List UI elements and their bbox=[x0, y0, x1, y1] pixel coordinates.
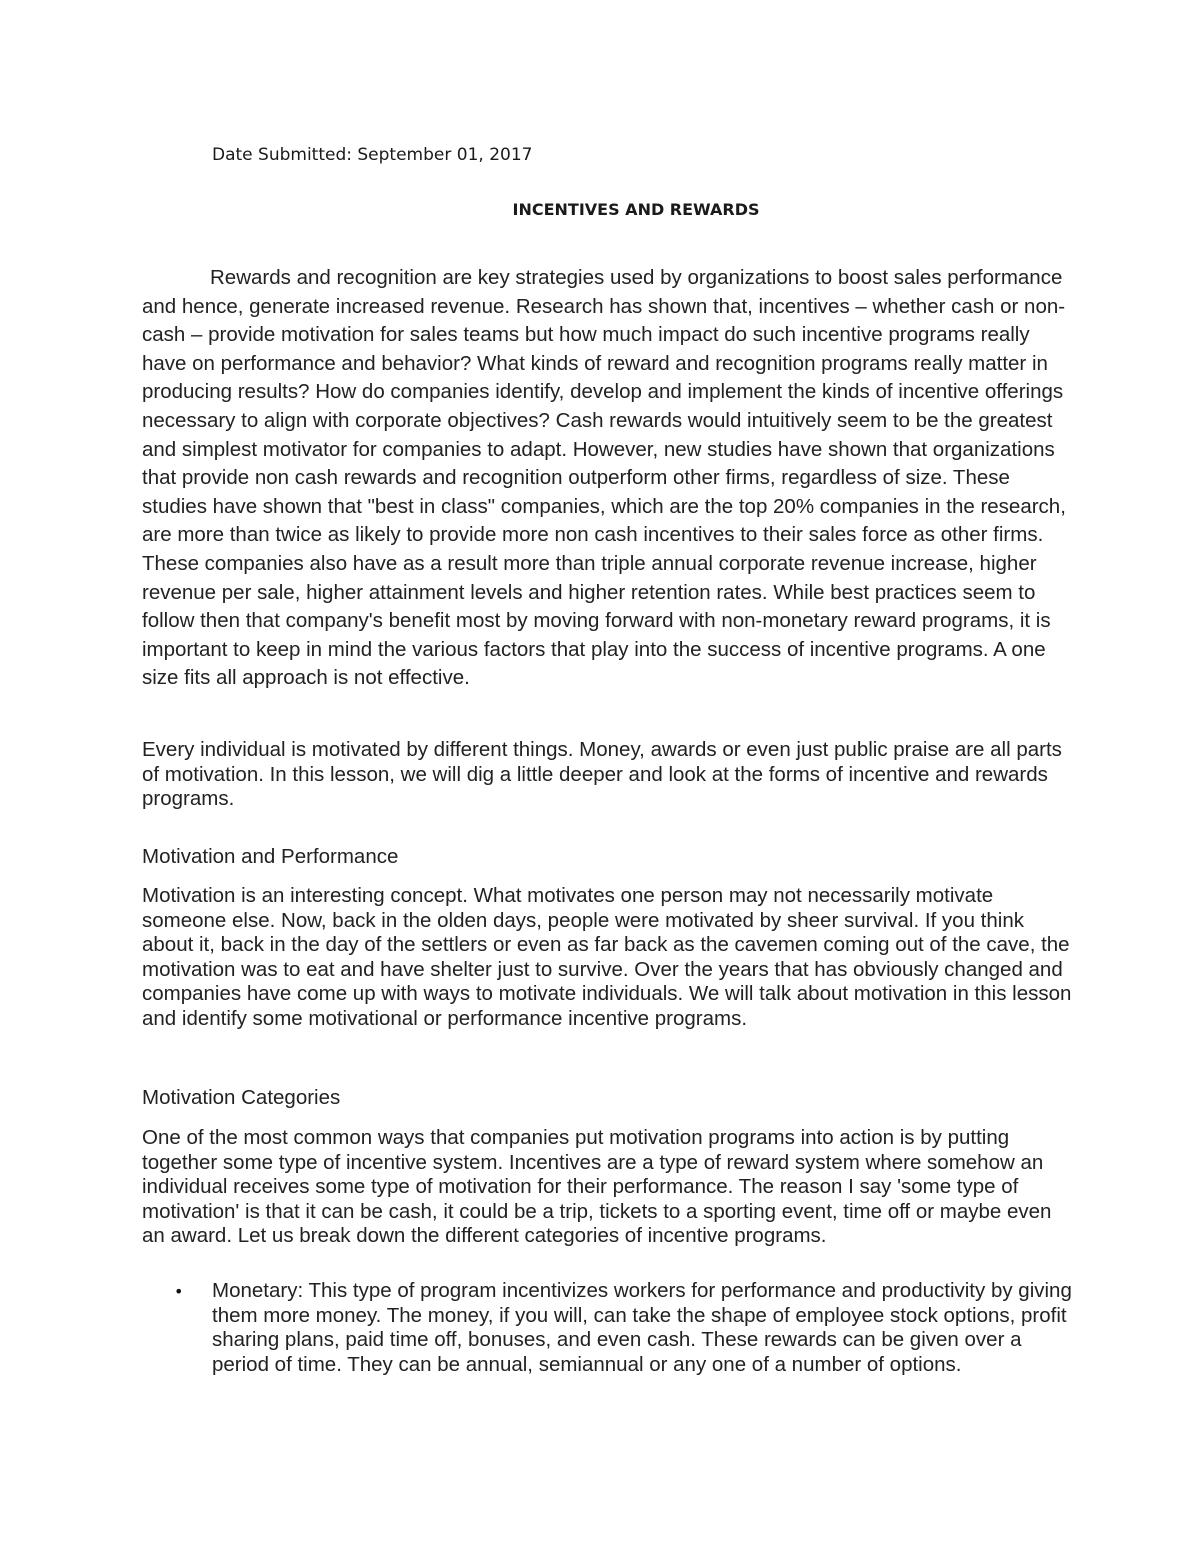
list-item bbox=[172, 1279, 1072, 1377]
incentive-category-list bbox=[172, 1279, 1072, 1377]
list-item-text: Monetary: This type of program incentivizes workers for performance and productivity by giving them more money. The money, if you will, can take the shape of employee stock options, profit sharing plans, paid time off, bonuses, and even cash. These rewards can be given over a period of time. They can be annual, semiannual or any one of a number of options. bbox=[212, 1279, 1072, 1376]
performance-paragraph: Motivation is an interesting concept. What motivates one person may not necessarily motivate someone else. Now, back in the olden days, people were motivated by sheer survival. If you think about it, back in the day of the settlers or even as far back as the cavemen coming out of the cave, the motivation was to eat and have shelter just to survive. Over the years that has obviously changed and companies have come up with ways to motivate individuals. We will talk about motivation in this lesson and identify some motivational or performance incentive programs. bbox=[142, 884, 1072, 1030]
motivation-paragraph: Every individual is motivated by different things. Money, awards or even just public praise are all parts of motivation. In this lesson, we will dig a little deeper and look at the forms of incentive and rewards programs. bbox=[142, 738, 1062, 810]
section-heading-performance: Motivation and Performance bbox=[142, 845, 399, 868]
document-title: INCENTIVES AND REWARDS bbox=[512, 200, 760, 219]
section-heading-categories: Motivation Categories bbox=[142, 1086, 341, 1109]
categories-paragraph: One of the most common ways that companies put motivation programs into action is by putting together some type of incentive system. Incentives are a type of reward system where somehow an individual receives some type of motivation for their performance. The reason I say 'some type of motivation' is that it can be cash, it could be a trip, tickets to a sporting event, time off or maybe even an award. Let us break down the different categories of incentive programs. bbox=[142, 1126, 1052, 1247]
bullet-icon: • bbox=[174, 1282, 184, 1301]
intro-paragraph: Rewards and recognition are key strategies used by organizations to boost sales performance and hence, generate increased revenue. Research has shown that, incentives – whether cash or non-cash – provide motivation for sales teams but how much impact do such incentive programs really have on performance and behavior? What kinds of reward and recognition programs really matter in producing results? How do companies identify, develop and implement the kinds of incentive offerings necessary to align with corporate objectives? Cash rewards would intuitively seem to be the greatest and simplest motivator for companies to adapt. However, new studies have shown that organizations that provide non cash rewards and recognition outperform other firms, regardless of size. These studies have shown that "best in class" companies, which are the top 20% companies in the research, are more than twice as likely to provide more non cash incentives to their sales force as other firms. These companies also have as a result more than triple annual corporate revenue increase, higher revenue per sale, higher attainment levels and higher retention rates. While best practices seem to follow then that company's benefit most by moving forward with non-monetary reward programs, it is important to keep in mind the various factors that play into the success of incentive programs. A one size fits all approach is not effective. bbox=[142, 266, 1066, 690]
date-submitted: Date Submitted: September 01, 2017 bbox=[212, 145, 533, 165]
